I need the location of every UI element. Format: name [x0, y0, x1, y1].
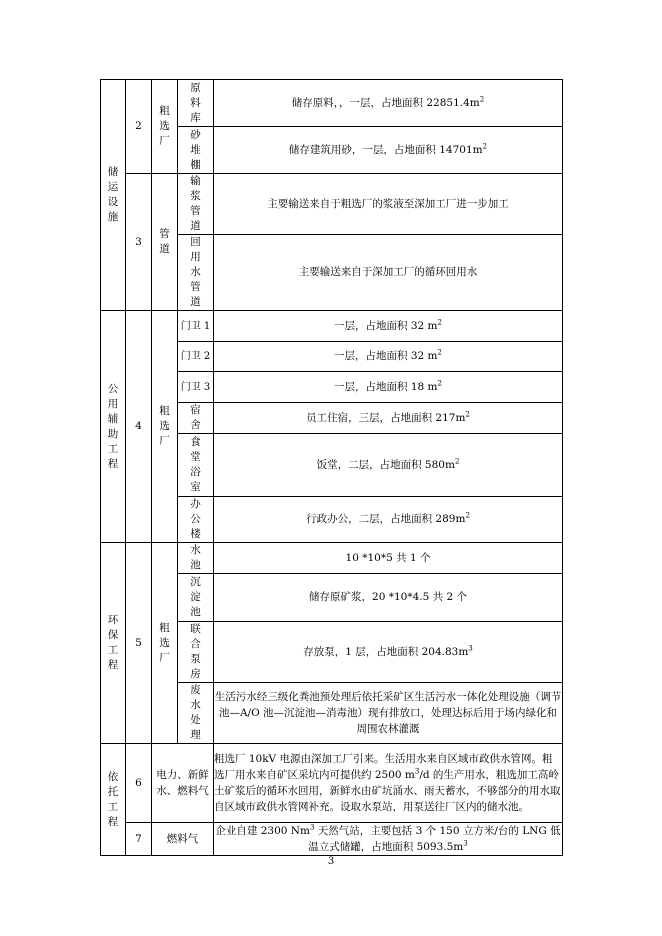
item-name-cell: 水池: [178, 543, 214, 574]
description-cell: 行政办公，二层，占地面积 $289m^2$: [214, 497, 563, 543]
table-row: [101, 311, 563, 342]
page-number: 3: [327, 856, 335, 867]
description-cell: 主要输送来自于深加工厂的循环回用水: [214, 235, 563, 311]
description-cell: 生活污水经三级化粪池预处理后依托采矿区生活污水一体化处理设施（调节池—A/O 池—沉淀池—消毒池）现有排放口，处理达标后用于场内绿化和周围农林灌溉: [214, 683, 563, 744]
number-cell: 4: [126, 311, 152, 543]
number-cell: 7: [126, 823, 152, 856]
item-name-cell: 门卫 2: [178, 342, 214, 372]
table-row: [101, 744, 563, 823]
item-name-cell: 沉淀池: [178, 574, 214, 622]
number-cell: 2: [126, 80, 152, 174]
number-cell: 5: [126, 543, 152, 744]
category-cell: [101, 311, 126, 543]
facility-table: [100, 79, 563, 856]
description-cell: 一层，占地面积 18 $m^2$: [214, 372, 563, 403]
description-cell: 粗选厂 10kV 电源由深加工厂引来。生活用水来自区域市政供水管网。粗选厂用水来自矿区采坑内可提供约 2500 $m^3/d$ 的生产用水，粗选加工高岭土矿浆后的循环水回用，新鲜水由矿坑涌水、雨天蓄水，不够部分的用水取自区域市政供水管网补充。设取水泵站，用泵送往厂区内的储水池。: [214, 744, 563, 823]
category-label: 环保工程: [107, 614, 119, 671]
category-label: 依托工程: [107, 770, 119, 828]
unit-cell: 粗选厂: [152, 80, 178, 174]
unit-cell: 管道: [152, 174, 178, 311]
number-cell: 3: [126, 174, 152, 311]
number-cell: 6: [126, 744, 152, 823]
description-cell: 一层，占地面积 32 $m^2$: [214, 342, 563, 372]
unit-cell: 粗选厂: [152, 311, 178, 543]
table-row: [101, 823, 563, 856]
description-cell: 储存建筑用砂，一层，占地面积 $14701m^2$: [214, 127, 563, 174]
category-cell: [101, 744, 126, 856]
description-cell: 10 *10*5 共 1 个: [214, 543, 563, 574]
description-cell: 储存原矿浆，20 *10*4.5 共 2 个: [214, 574, 563, 622]
item-cell: 电力、新鲜水、燃料气: [152, 744, 214, 823]
description-cell: 主要输送来自于粗选厂的浆液至深加工厂进一步加工: [214, 174, 563, 235]
description-cell: 员工住宿，三层，占地面积 $217m^2$: [214, 403, 563, 434]
item-name-cell: 联合泵房: [178, 622, 214, 683]
item-name-cell: 食堂浴室: [178, 434, 214, 497]
description-cell: 企业自建 2300 Nm$^3$ 天然气站，主要包括 3 个 150 立方米/台的 LNG 低温立式储罐，占地面积 $5093.5m^3$: [214, 823, 563, 856]
item-name-cell: 输浆管道: [178, 174, 214, 235]
category-label: 储运设施: [107, 166, 119, 223]
item-name-cell: 砂堆棚: [178, 127, 214, 174]
table-row: [101, 80, 563, 127]
item-name-cell: 门卫 1: [178, 311, 214, 342]
unit-cell: 粗选厂: [152, 543, 178, 744]
item-name-cell: 宿舍: [178, 403, 214, 434]
item-name-cell: 办公楼: [178, 497, 214, 543]
category-cell: [101, 543, 126, 744]
item-name-cell: 废水处理: [178, 683, 214, 744]
item-cell: 燃料气: [152, 823, 214, 856]
table-row: [101, 543, 563, 574]
description-cell: 饭堂，二层，占地面积 $580m^2$: [214, 434, 563, 497]
item-name-cell: 回用水管道: [178, 235, 214, 311]
description-cell: 储存原料，，一层，占地面积 $22851.4m^2$: [214, 80, 563, 127]
description-cell: 存放泵，1 层，占地面积 $204.83m^3$: [214, 622, 563, 683]
item-name-cell: 门卫 3: [178, 372, 214, 403]
item-name-cell: 原料库: [178, 80, 214, 127]
category-label: 公用辅助工程: [107, 382, 119, 470]
category-cell: [101, 80, 126, 311]
table-row: [101, 174, 563, 235]
description-cell: 一层，占地面积 32 $m^2$: [214, 311, 563, 342]
